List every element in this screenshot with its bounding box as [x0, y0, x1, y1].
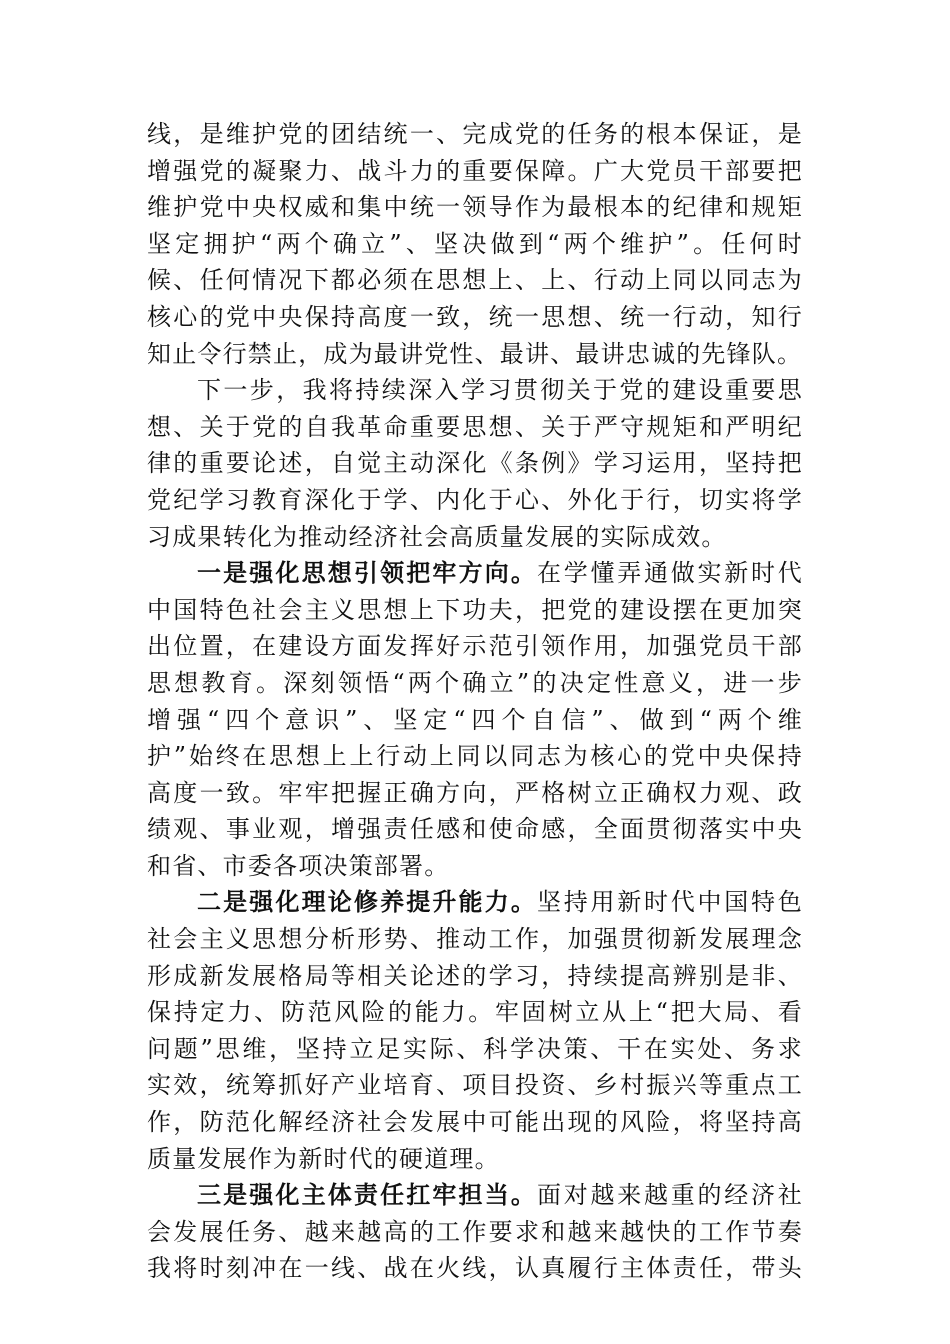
- text-line: 核心的党中央保持高度一致，统一思想、统一行动，知行: [147, 302, 803, 331]
- text-line: [147, 555, 803, 592]
- section-heading: 三是强化主体责任扛牢担当。: [197, 1181, 538, 1210]
- text-line: 思想教育。深刻领悟“两个确立”的决定性意义，进一步: [147, 668, 803, 697]
- text-line: 坚定拥护“两个确立”、坚决做到“两个维护”。任何时: [147, 229, 803, 258]
- text-line: [147, 884, 803, 921]
- text-line: 我将时刻冲在一线、战在火线，认真履行主体责任，带头: [147, 1254, 803, 1283]
- text-line: 形成新发展格局等相关论述的学习，持续提高辨别是非、: [147, 961, 803, 990]
- text-line: 出位置，在建设方面发挥好示范引领作用，加强党员干部: [147, 632, 803, 661]
- paragraph-4: [147, 884, 803, 1177]
- text-run: 在学懂弄通做实新时代: [537, 559, 804, 588]
- text-line: 律的重要论述，自觉主动深化《条例》学习运用，坚持把: [147, 449, 803, 478]
- document-body: [147, 116, 803, 1287]
- text-line: 维护党中央权威和集中统一领导作为最根本的纪律和规矩: [147, 193, 803, 222]
- text-line: 想、关于党的自我革命重要思想、关于严守规矩和严明纪: [147, 412, 803, 441]
- paragraph-3: [147, 555, 803, 884]
- text-line: 实效，统筹抓好产业培育、项目投资、乡村振兴等重点工: [147, 1071, 803, 1100]
- text-run: 坚持用新时代中国特色: [537, 888, 804, 917]
- text-line: 社会主义思想分析形势、推动工作，加强贯彻新发展理念: [147, 925, 803, 954]
- text-line: 和省、市委各项决策部署。: [147, 851, 450, 880]
- paragraph-5: [147, 1177, 803, 1287]
- text-line: 高度一致。牢牢把握正确方向，严格树立正确权力观、政: [147, 778, 803, 807]
- text-line: 党纪学习教育深化于学、内化于心、外化于行，切实将学: [147, 485, 803, 514]
- text-line: 线，是维护党的团结统一、完成党的任务的根本保证，是: [147, 120, 803, 148]
- section-heading: 一是强化思想引领把牢方向。: [197, 559, 538, 588]
- text-line: 护”始终在思想上上行动上同以同志为核心的党中央保持: [147, 742, 803, 771]
- paragraph-2: [147, 372, 803, 555]
- text-line: 中国特色社会主义思想上下功夫，把党的建设摆在更加突: [147, 595, 803, 624]
- section-heading: 二是强化理论修养提升能力。: [197, 888, 538, 917]
- text-line: 增强党的凝聚力、战斗力的重要保障。广大党员干部要把: [147, 156, 803, 185]
- text-line: 作，防范化解经济社会发展中可能出现的风险，将坚持高: [147, 1108, 803, 1137]
- text-line: 质量发展作为新时代的硬道理。: [147, 1144, 500, 1173]
- text-line: [147, 1177, 803, 1214]
- text-line: 候、任何情况下都必须在思想上、上、行动上同以同志为: [147, 266, 803, 295]
- text-run: 面对越来越重的经济社: [537, 1181, 804, 1210]
- paragraph-1: [147, 116, 803, 372]
- text-line: 知止令行禁止，成为最讲党性、最讲、最讲忠诚的先锋队。: [147, 339, 803, 368]
- text-line: 保持定力、防范风险的能力。牢固树立从上“把大局、看: [147, 998, 803, 1027]
- text-line: 问题”思维，坚持立足实际、科学决策、干在实处、务求: [147, 1034, 803, 1063]
- text-line: 习成果转化为推动经济社会高质量发展的实际成效。: [147, 522, 727, 551]
- text-line: 下一步，我将持续深入学习贯彻关于党的建设重要思: [197, 376, 803, 405]
- text-line: 绩观、事业观，增强责任感和使命感，全面贯彻落实中央: [147, 815, 803, 844]
- text-line: 会发展任务、越来越高的工作要求和越来越快的工作节奏: [147, 1217, 803, 1246]
- text-line: 增强“四个意识”、坚定“四个自信”、做到“两个维: [147, 705, 803, 734]
